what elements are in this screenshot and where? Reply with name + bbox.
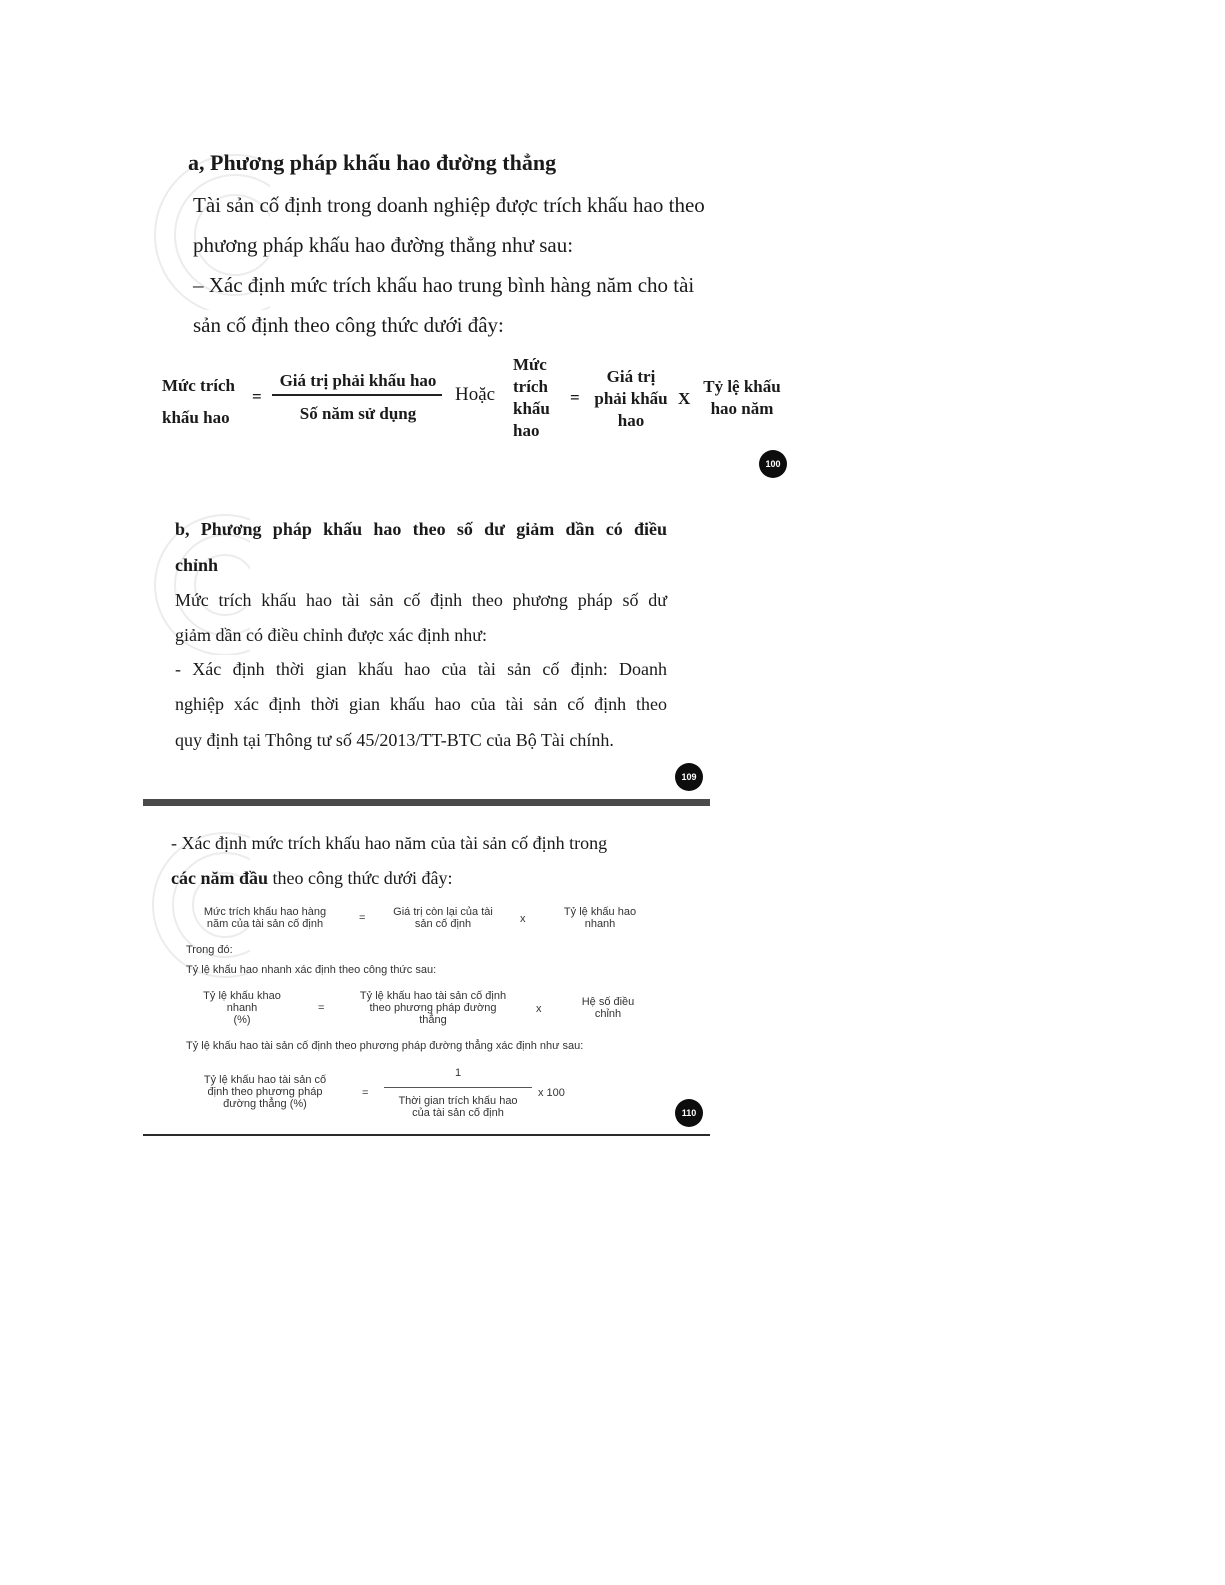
- fraction-bar: [272, 394, 442, 396]
- formula-text: thẳng: [419, 1014, 447, 1026]
- fraction-bar: [384, 1087, 532, 1088]
- formula-numerator: Giá trị phải khấu hao: [279, 371, 437, 390]
- equals-sign: =: [318, 1002, 325, 1014]
- formula-lhs-2: [513, 354, 559, 442]
- formula-text: đường thẳng (%): [223, 1098, 307, 1110]
- label-trong-do: Trong đó:: [186, 944, 233, 956]
- formula-text: khấu: [513, 399, 550, 418]
- formula3-lhs: [190, 1074, 340, 1110]
- formula-text: Tỷ lệ khấu: [703, 377, 781, 396]
- paragraph-line: - Xác định mức trích khấu hao năm của tài sản cố định trong: [171, 833, 608, 853]
- or-label: Hoặc: [455, 384, 496, 405]
- paragraph-line: sản cố định theo công thức dưới đây:: [193, 313, 504, 337]
- times-100: x 100: [538, 1087, 565, 1099]
- formula-text: phải khấu: [594, 389, 668, 408]
- times-sign: x: [536, 1003, 542, 1015]
- formula-text: Mức trích khấu hao hàng: [203, 906, 327, 918]
- formula-lhs-line: Mức trích: [162, 376, 235, 395]
- paragraph-line: – Xác định mức trích khấu hao trung bình hàng năm cho tài: [193, 273, 695, 297]
- formula-text: năm của tài sản cố định: [206, 918, 324, 930]
- formula-text: Hệ số điều: [581, 996, 635, 1008]
- paragraph-line: Tài sản cố định trong doanh nghiệp được trích khấu hao theo: [193, 193, 705, 217]
- section-heading: chỉnh: [175, 555, 219, 575]
- formula-text: trích: [513, 377, 548, 396]
- formula-text: (%): [233, 1014, 251, 1026]
- paragraph-text: theo công thức dưới đây:: [268, 868, 453, 888]
- formula-denominator: Số năm sử dụng: [299, 404, 417, 423]
- formula2-lhs: [193, 990, 291, 1026]
- formula-text: Giá trị: [606, 367, 656, 386]
- times-sign: x: [520, 913, 526, 925]
- formula-text: chỉnh: [594, 1008, 622, 1020]
- formula-text: Tỷ lệ khấu hao: [563, 906, 637, 918]
- slide-divider: [143, 799, 710, 806]
- formula-text: định theo phương pháp: [207, 1086, 323, 1098]
- paragraph-line: nghiệp xác định thời gian khấu hao của tài sản cố định theo: [175, 694, 667, 714]
- paragraph-line: - Xác định thời gian khấu hao của tài sản cố định: Doanh: [175, 659, 667, 679]
- equals-sign: =: [570, 388, 580, 407]
- section-title: a, Phương pháp khấu hao đường thẳng: [188, 150, 557, 175]
- times-sign: X: [678, 389, 691, 408]
- formula-middle: [588, 366, 674, 432]
- formula-text: Tỷ lệ khấu hao tài sản cố: [203, 1074, 327, 1086]
- formula-text: Giá trị còn lại của tài: [393, 906, 493, 918]
- emphasis-text: các năm đầu: [171, 868, 269, 888]
- formula-text: Tỷ lệ khấu khao: [203, 990, 281, 1002]
- formula-text: hao: [513, 421, 540, 440]
- rate-intro: Tỷ lệ khấu hao nhanh xác định theo công thức sau:: [186, 964, 437, 976]
- formula-text: Thời gian trích khấu hao: [398, 1095, 518, 1107]
- formula1-middle: [380, 906, 506, 930]
- page-number-badge: 100: [759, 450, 787, 478]
- formula-lhs-line: khấu hao: [162, 408, 230, 427]
- formula2-rhs: [572, 996, 644, 1020]
- formula-text: nhanh: [584, 918, 616, 930]
- slide-divider: [143, 1134, 710, 1136]
- formula-text: Mức: [513, 355, 547, 374]
- equals-sign: =: [362, 1087, 369, 1099]
- paragraph-line: phương pháp khấu hao đường thẳng như sau:: [193, 233, 574, 257]
- page-number-badge: 110: [675, 1099, 703, 1127]
- straight-line-intro: Tỷ lệ khấu hao tài sản cố định theo phương pháp đường thẳng xác định như sau:: [186, 1040, 584, 1052]
- formula-rhs: [697, 376, 787, 420]
- equals-sign: =: [359, 912, 366, 924]
- section-heading: b, Phương pháp khấu hao theo số dư giảm dần có điều: [175, 519, 667, 539]
- formula-lhs: [162, 370, 246, 434]
- formula1-lhs: [193, 906, 337, 930]
- formula-text: Tỷ lệ khấu hao tài sản cố định: [359, 990, 507, 1002]
- paragraph-line: giảm dần có điều chỉnh được xác định như:: [175, 625, 487, 645]
- formula-text: nhanh: [226, 1002, 258, 1014]
- formula-text: sản cố định: [414, 918, 472, 930]
- formula2-middle: [348, 990, 518, 1026]
- formula3-numerator: 1: [454, 1067, 462, 1079]
- paragraph-line: [171, 868, 453, 889]
- formula1-rhs: [555, 906, 645, 930]
- page-number-badge: 109: [675, 763, 703, 791]
- paragraph-line: Mức trích khấu hao tài sản cố định theo phương pháp số dư: [175, 590, 667, 610]
- formula-text: hao: [617, 411, 645, 430]
- formula-text: hao năm: [710, 399, 774, 418]
- equals-sign: =: [252, 387, 262, 406]
- formula3-denominator: [384, 1095, 532, 1119]
- formula-text: theo phương pháp đường: [369, 1002, 497, 1014]
- formula-text: của tài sản cố định: [412, 1107, 504, 1119]
- paragraph-line: quy định tại Thông tư số 45/2013/TT-BTC của Bộ Tài chính.: [175, 730, 614, 750]
